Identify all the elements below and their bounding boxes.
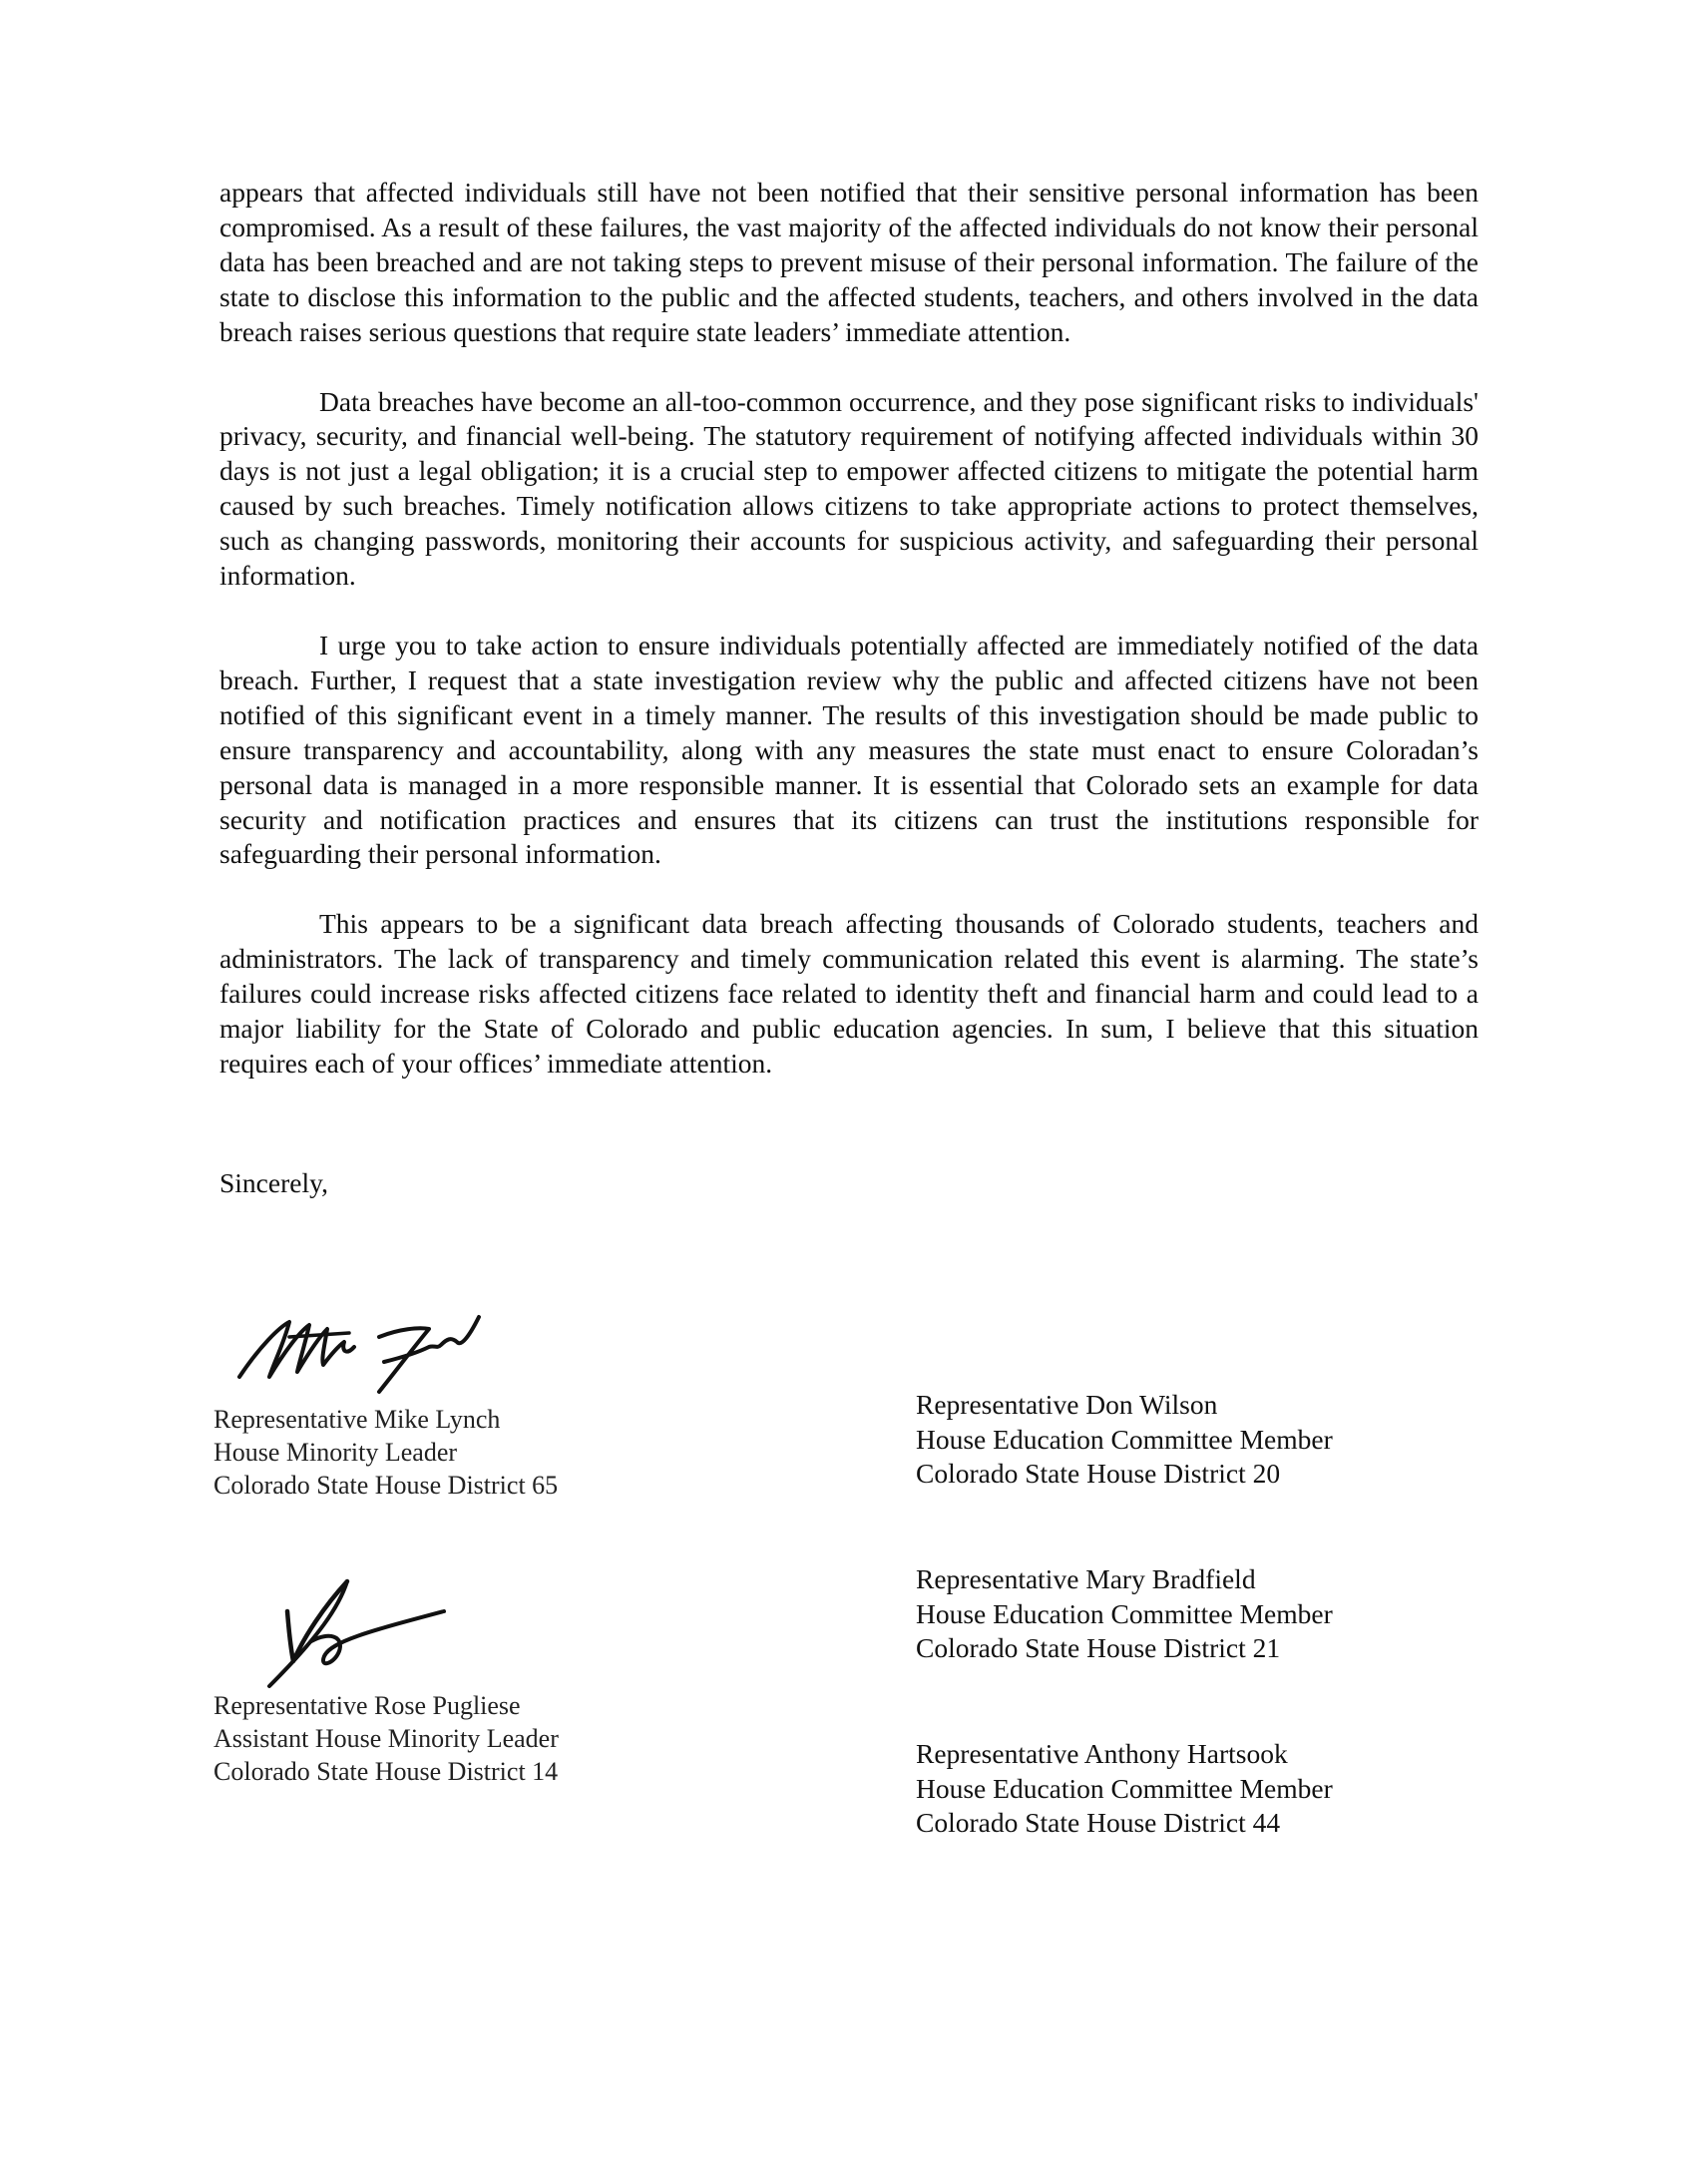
signer-block-anthony-hartsook bbox=[916, 1737, 1333, 1841]
signature-mike-lynch bbox=[229, 1307, 499, 1397]
signer-district: Colorado State House District 65 bbox=[213, 1471, 559, 1500]
signer-district: Colorado State House District 20 bbox=[916, 1458, 1281, 1489]
signer-title: House Education Committee Member bbox=[916, 1597, 1333, 1629]
signer-block-don-wilson bbox=[916, 1388, 1333, 1492]
signature-mike-lynch-graphic bbox=[229, 1307, 499, 1397]
signer-block-mary-bradfield bbox=[916, 1562, 1333, 1666]
paragraph-4: This appears to be a significant data breach affecting thousands of Colorado students, teachers and administrators. The lack of transparency and timely communication related this event is alarming. The state’s failures could increase risks affected citizens face related to identity theft and financial harm and could lead to a major liability for the State of Colorado and public education agencies. In sum, I believe that this situation requires each of your offices’ immediate attention. bbox=[219, 908, 1479, 1079]
signer-district: Colorado State House District 14 bbox=[213, 1757, 559, 1786]
closing-salutation: Sincerely, bbox=[219, 1167, 328, 1198]
signer-name: Representative Rose Pugliese bbox=[213, 1691, 521, 1720]
signer-block-rose-pugliese bbox=[213, 1689, 559, 1788]
paragraph-3: I urge you to take action to ensure individuals potentially affected are immediately notified of the data breach. Further, I request that a state investigation review why the public and affected citizens have not been notified of this significant event in a timely manner. The results of this investigation should be made public to ensure transparency and accountability, along with any measures the state must enact to ensure Coloradan’s personal data is managed in a more responsible manner. It is essential that Colorado sets an example for data security and notification practices and ensures that its citizens can trust the institutions responsible for safeguarding their personal information. bbox=[219, 629, 1479, 870]
paragraph-2: Data breaches have become an all-too-common occurrence, and they pose significant risks to individuals' privacy, security, and financial well-being. The statutory requirement of notifying affected individuals within 30 days is not just a legal obligation; it is a crucial step to empower affected citizens to mitigate the potential harm caused by such breaches. Timely notification allows citizens to take appropriate actions to protect themselves, such as changing passwords, monitoring their accounts for suspicious activity, and safeguarding their personal information. bbox=[219, 385, 1479, 592]
signer-title: House Minority Leader bbox=[213, 1438, 458, 1467]
signer-title: Assistant House Minority Leader bbox=[213, 1724, 559, 1753]
signer-name: Representative Mary Bradfield bbox=[916, 1563, 1256, 1594]
signer-title: House Education Committee Member bbox=[916, 1772, 1333, 1804]
signer-name: Representative Don Wilson bbox=[916, 1389, 1218, 1420]
signer-name: Representative Mike Lynch bbox=[213, 1405, 501, 1434]
signature-rose-pugliese bbox=[249, 1576, 459, 1696]
letter-body bbox=[219, 176, 1479, 1116]
signer-name: Representative Anthony Hartsook bbox=[916, 1738, 1288, 1769]
signature-rose-pugliese-graphic bbox=[249, 1576, 459, 1696]
signer-district: Colorado State House District 44 bbox=[916, 1807, 1281, 1838]
signer-title: House Education Committee Member bbox=[916, 1423, 1333, 1455]
signer-block-mike-lynch bbox=[213, 1403, 558, 1502]
signer-district: Colorado State House District 21 bbox=[916, 1632, 1281, 1663]
paragraph-1: appears that affected individuals still have not been notified that their sensitive personal information has been compromised. As a result of these failures, the vast majority of the affected individuals do not know their personal data has been breached and are not taking steps to prevent misuse of their personal information. The failure of the state to disclose this information to the public and the affected students, teachers, and others involved in the data breach raises serious questions that require state leaders’ immediate attention. bbox=[219, 177, 1479, 347]
